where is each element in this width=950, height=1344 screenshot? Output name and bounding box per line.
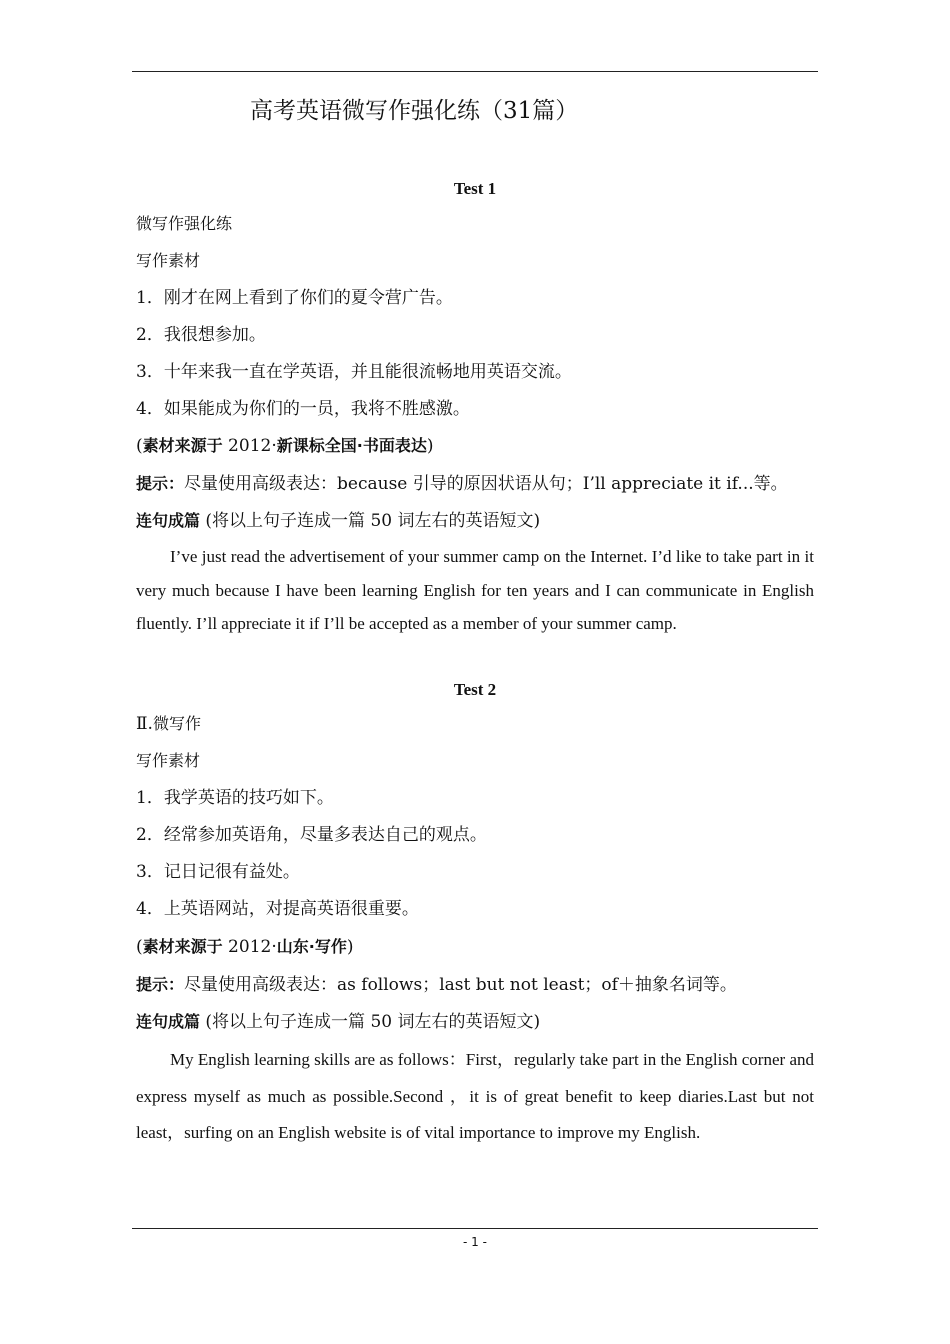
test1-section-title: 微写作强化练 — [136, 214, 233, 233]
test2-tip — [136, 974, 737, 996]
test2-section-roman: Ⅱ. — [136, 714, 153, 734]
test1-tip-text: 尽量使用高级表达：because 引导的原因状语从句；I’ll appreciate it if...等。 — [184, 474, 788, 494]
test1-item-4: 4．如果能成为你们的一员，我将不胜感激。 — [136, 399, 470, 419]
test2-link-label: 连句成篇 — [136, 1012, 201, 1031]
top-rule — [132, 71, 818, 72]
test2-item-2: 2．经常参加英语角，尽量多表达自己的观点。 — [136, 825, 487, 845]
test1-source-close: ) — [426, 436, 434, 456]
test2-material-label: 写作素材 — [136, 751, 201, 770]
page-title: 高考英语微写作强化练（31篇） — [250, 98, 579, 124]
test2-source-year: 2012· — [222, 937, 277, 957]
test2-source-name: 山东·写作 — [276, 937, 347, 956]
test2-item-4: 4．上英语网站，对提高英语很重要。 — [136, 899, 419, 919]
test1-heading: Test 1 — [453, 179, 497, 198]
test1-item-3: 3．十年来我一直在学英语，并且能很流畅地用英语交流。 — [136, 362, 572, 382]
test2-link-instruction — [136, 1011, 540, 1033]
test2-item-1: 1．我学英语的技巧如下。 — [136, 788, 334, 808]
test1-source-year: 2012· — [222, 436, 277, 456]
test1-link-text: (将以上句子连成一篇 50 词左右的英语短文) — [200, 511, 541, 531]
test1-item-2: 2．我很想参加。 — [136, 325, 266, 345]
test2-link-text: (将以上句子连成一篇 50 词左右的英语短文) — [200, 1012, 541, 1032]
test2-source-label: 素材来源于 — [142, 937, 223, 956]
test2-item-3: 3．记日记很有益处。 — [136, 862, 300, 882]
test2-tip-label: 提示： — [136, 975, 185, 994]
test2-heading: Test 2 — [453, 680, 497, 699]
test1-item-1: 1．刚才在网上看到了你们的夏令营广告。 — [136, 288, 453, 308]
test2-tip-text: 尽量使用高级表达：as follows；last but not least；of＋抽象名词等。 — [184, 975, 737, 995]
test1-source-open: ( — [136, 436, 143, 456]
test2-section-text: 微写作 — [152, 714, 201, 733]
test1-source-name: 新课标全国·书面表达 — [276, 436, 427, 455]
test2-source-open: ( — [136, 937, 143, 957]
test1-material-label: 写作素材 — [136, 251, 201, 270]
test1-source-label: 素材来源于 — [142, 436, 223, 455]
test2-essay: My English learning skills are as follows：First，regularly take part in the English corner and express myself as much as possible.Second ，it is of great benefit to keep diaries.Last but not least，surfing on an English website is of vital importance to improve my English. — [136, 1050, 814, 1142]
bottom-rule — [132, 1228, 818, 1229]
test2-source-close: ) — [346, 937, 354, 957]
test2-section-title — [136, 713, 201, 735]
test1-essay: I’ve just read the advertisement of your summer camp on the Internet. I’d like to take part in it very much because I have been learning English for ten years and I can communicate in English fluently. I’ll appreciate it if I’ll be accepted as a member of your summer camp. — [136, 547, 814, 633]
page-number: - 1 - — [463, 1235, 487, 1249]
test1-tip-label: 提示： — [136, 474, 185, 493]
test1-link-label: 连句成篇 — [136, 511, 201, 530]
test2-source — [136, 936, 353, 958]
test1-link-instruction — [136, 510, 540, 532]
test1-source — [136, 435, 433, 457]
test1-tip — [136, 473, 788, 495]
